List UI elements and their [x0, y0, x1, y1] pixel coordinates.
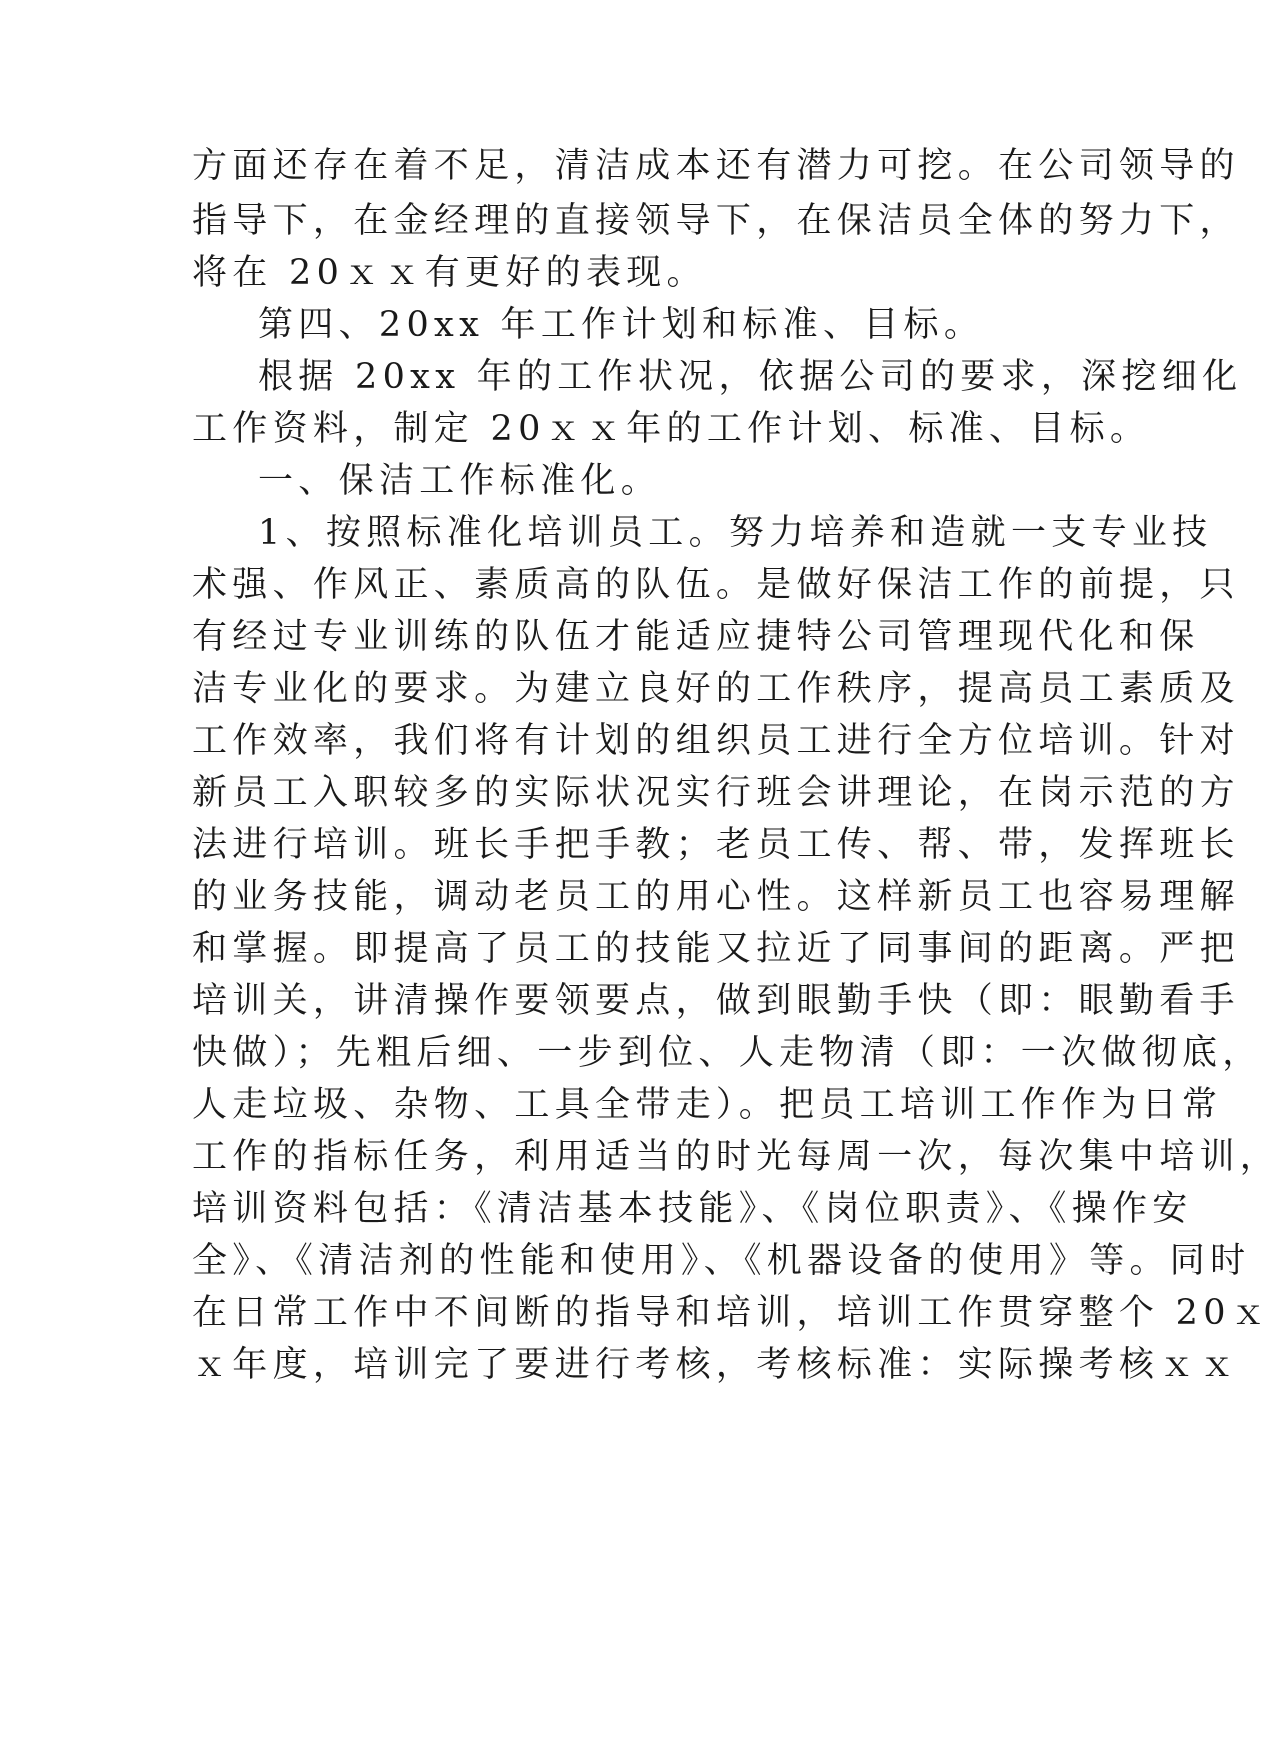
paragraph-line: 指导下，在金经理的直接领导下，在保洁员全体的努力下，	[192, 201, 1240, 241]
paragraph-line: 法进行培训。班长手把手教；老员工传、帮、带，发挥班长	[192, 825, 1240, 865]
paragraph-line: 在日常工作中不间断的指导和培训，培训工作贯穿整个 20ｘ	[192, 1293, 1272, 1333]
paragraph-line: 将在 20ｘｘ有更好的表现。	[192, 253, 707, 293]
paragraph-line: 培训关，讲清操作要领要点，做到眼勤手快（即：眼勤看手	[192, 981, 1240, 1021]
paragraph-line: 洁专业化的要求。为建立良好的工作秩序，提高员工素质及	[192, 669, 1240, 709]
paragraph-line: 新员工入职较多的实际状况实行班会讲理论，在岗示范的方	[192, 773, 1240, 813]
paragraph-line: 全》、《清洁剂的性能和使用》、《机器设备的使用》等。同时	[192, 1241, 1251, 1281]
subsection-heading: 一、保洁工作标准化。	[258, 461, 662, 501]
paragraph-line: ｘ年度，培训完了要进行考核，考核标准：实际操考核ｘｘ	[192, 1345, 1240, 1385]
paragraph-line: 术强、作风正、素质高的队伍。是做好保洁工作的前提，只	[192, 565, 1240, 605]
paragraph-line: 工作的指标任务，利用适当的时光每周一次，每次集中培训，	[192, 1137, 1280, 1177]
paragraph-line: 和掌握。即提高了员工的技能又拉近了同事间的距离。严把	[192, 929, 1240, 969]
section-heading: 第四、20xx 年工作计划和标准、目标。	[258, 305, 985, 345]
paragraph-line: 培训资料包括：《清洁基本技能》、《岗位职责》、《操作安	[192, 1189, 1193, 1229]
paragraph-line: 工作效率，我们将有计划的组织员工进行全方位培训。针对	[192, 721, 1240, 761]
paragraph-line: 人走垃圾、杂物、工具全带走）。把员工培训工作作为日常	[192, 1085, 1223, 1125]
paragraph-line: 根据 20xx 年的工作状况，依据公司的要求，深挖细化	[258, 357, 1243, 397]
paragraph-line: 1、按照标准化培训员工。努力培养和造就一支专业技	[258, 513, 1213, 553]
paragraph-line: 快做）；先粗后细、一步到位、人走物清（即：一次做彻底，	[192, 1033, 1263, 1073]
paragraph-line: 工作资料，制定 20ｘｘ年的工作计划、标准、目标。	[192, 409, 1151, 449]
paragraph-line: 有经过专业训练的队伍才能适应捷特公司管理现代化和保	[192, 617, 1200, 657]
paragraph-line: 方面还存在着不足，清洁成本还有潜力可挖。在公司领导的	[192, 146, 1240, 186]
paragraph-line: 的业务技能，调动老员工的用心性。这样新员工也容易理解	[192, 877, 1240, 917]
